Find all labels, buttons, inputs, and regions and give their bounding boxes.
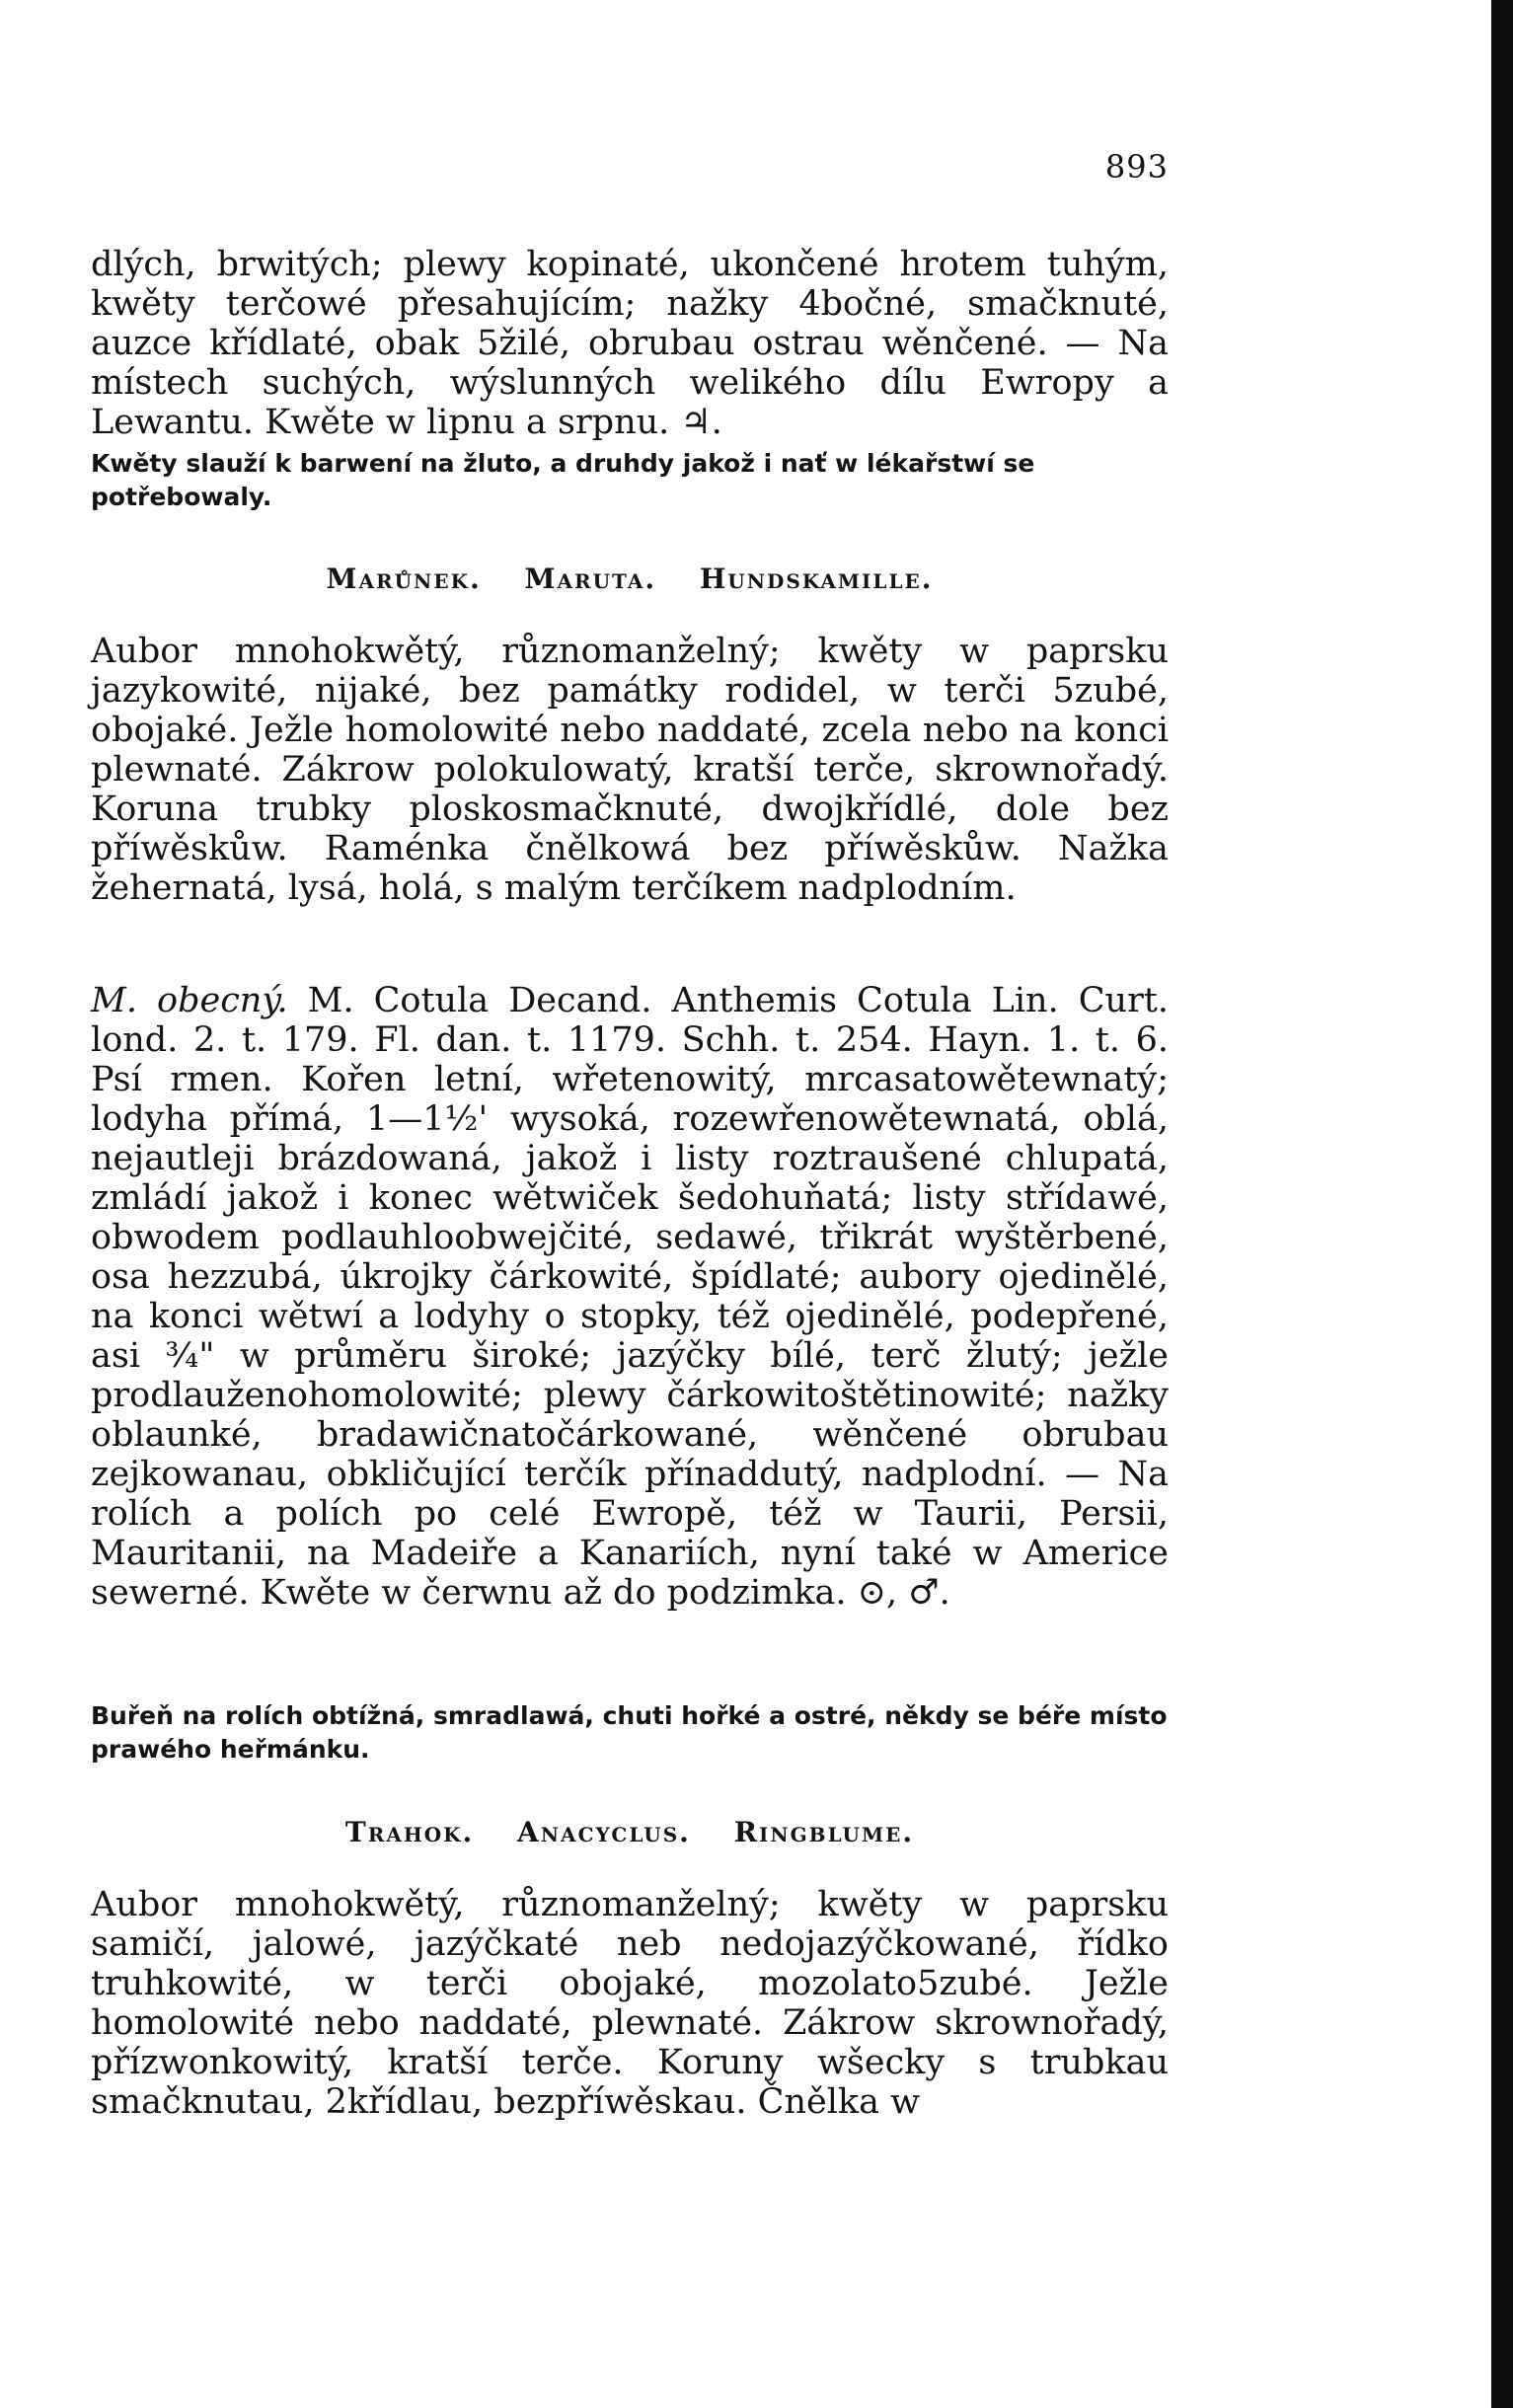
scan-edge <box>1491 0 1513 2408</box>
note-1: Kwěty slauží k barwení na žluto, a druhdy jakož i nať w lékařstwí se potřebowaly. <box>91 449 1035 511</box>
heading-czech-name: Marůnek. <box>326 563 482 595</box>
paragraph-1: dlých, brwitých; plewy kopinaté, ukončené hrotem tuhým, kwěty terčowé přesahujícím; nažky 4bočné, smačknuté, auzce křídlaté, obak 5žilé, obrubau ostrau wěnčené. — Na místech suchých, wýslunných welikého dílu Ewropy a Lewantu. Kwěte w lipnu a srpnu. ♃. <box>91 245 1169 442</box>
species-description: Psí rmen. Kořen letní, wřetenowitý, mrcasatowětewnatý; lodyha přímá, 1—1½' wysoká, rozewřenowětewnatá, oblá, nejautleji brázdowaná, jakož i listy roztraušené chlupatá, zmládí jakož i konec wětwiček šedohuňatá; listy střídawé, obwodem podlauhloobwejčité, sedawé, třikrát wyštěrbené, osa hezzubá, úkrojky čárkowité, špídlaté; aubory ojedinělé, na konci wětwí a lodyhy o stopky, též ojedinělé, podepřené, asi ¾" w průměru široké; jazýčky bílé, terč žlutý; ježle prodlauženohomolowité; plewy čárkowitoštětinowité; nažky oblaunké, bradawičnatočárkowané, wěnčené obrubau zejkowanau, obkličující terčík přínaddutý, nadplodní. — Na rolích a polích po celé Ewropě, též w Taurii, Persii, Mauritanii, na Madeiře a Kanariích, nyní také w Americe sewerné. Kwěte w čerwnu až do podzimka. ⊙, ♂. <box>91 1060 1169 1613</box>
heading-czech-name: Trahok. <box>344 1816 475 1848</box>
heading-german-name: Hundskamille. <box>699 563 934 595</box>
genus-heading-1 <box>91 563 1169 595</box>
genus-description-1: Aubor mnohokwětý, různomanželný; kwěty w paprsku jazykowité, nijaké, bez památky rodidel, w terči 5zubé, obojaké. Ježle homolowité nebo naddaté, zcela nebo na konci plewnaté. Zákrow polokulowatý, kratší terče, skrownořadý. Koruna trubky ploskosmačknuté, dwojkřídlé, dole bez příwěskůw. Raménka čnělkowá bez příwěskůw. Nažka žehernatá, lysá, holá, s malým terčíkem nadplodním. <box>91 632 1169 908</box>
page-number: 893 <box>1104 148 1169 186</box>
species-entry <box>91 981 1169 1613</box>
genus-description-2: Aubor mnohokwětý, různomanželný; kwěty w paprsku samičí, jalowé, jazýčkaté neb nedojazýčkowané, řídko truhkowité, w terči obojaké, mozolato5zubé. Ježle homolowité nebo naddaté, plewnaté. Zákrow skrownořadý, přízwonkowitý, kratší terče. Koruny wšecky s trubkau smačknutau, 2křídlau, bezpříwěskau. Čnělka w <box>91 1885 1169 2122</box>
heading-latin-name: Anacyclus. <box>517 1816 691 1848</box>
species-references: M. Cotula Decand. Anthemis Cotula Lin. Curt. lond. 2. t. 179. Fl. dan. t. 1179. Schh. t. 254. Hayn. 1. t. 6. <box>91 981 1169 1060</box>
note-2: Buřeň na rolích obtížná, smradlawá, chuti hořké a ostré, někdy se béře místo prawého heřmánku. <box>91 1701 1168 1764</box>
heading-german-name: Ringblume. <box>733 1816 915 1848</box>
genus-heading-2 <box>91 1816 1169 1848</box>
species-name: M. obecný. <box>91 981 288 1020</box>
heading-latin-name: Maruta. <box>524 563 657 595</box>
